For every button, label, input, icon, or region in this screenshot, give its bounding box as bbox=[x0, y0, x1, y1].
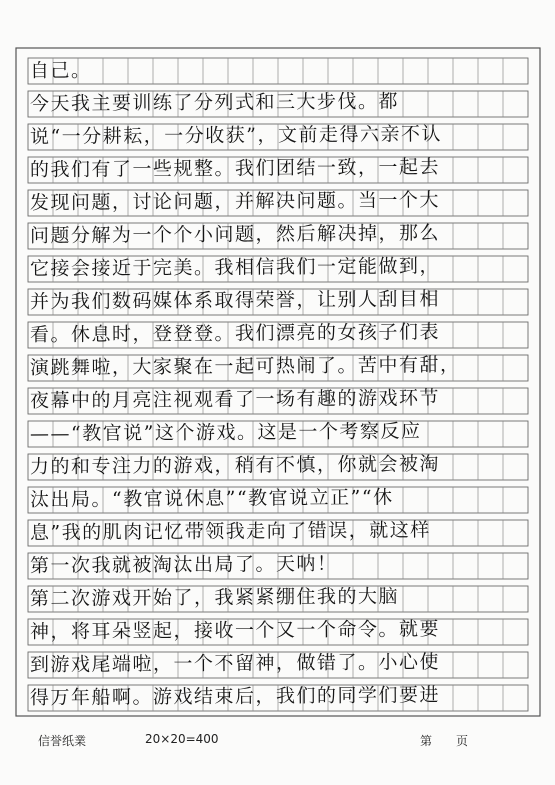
handwritten-line: 夜幕中的月亮注视观看了一场有趣的游戏环节 bbox=[29, 387, 441, 412]
handwritten-line: 演跳舞啦，大家聚在一起可热闹了。苦中有甜， bbox=[29, 353, 461, 379]
handwritten-line: 息”我的肌肉记忆带领我走向了错误，就这样 bbox=[29, 519, 431, 544]
handwritten-line: ——“教官说”这个游戏。这是一个考察反应 bbox=[29, 420, 422, 445]
handwritten-line: 得万年船啊。游戏结束后，我们的同学们要进 bbox=[29, 684, 441, 709]
handwritten-line: 到游戏尾端啦，一个不留神，做错了。小心使 bbox=[29, 651, 441, 676]
handwritten-line: 自己。 bbox=[29, 59, 92, 82]
handwritten-line: 第一次我就被淘汰出局了。天呐！ bbox=[29, 552, 338, 577]
handwritten-line: 第二次游戏开始了，我紧紧绷住我的大脑 bbox=[29, 585, 400, 610]
handwritten-line: 它接会接近于完美。我相信我们一定能做到， bbox=[29, 255, 441, 280]
paper-brand: 信誉纸業 bbox=[38, 734, 87, 748]
handwritten-line: 说“一分耕耘，一分收获”，文前走得六亲不认 bbox=[29, 123, 443, 148]
handwritten-line: 力的和专注力的游戏，稍有不慎，你就会被淘 bbox=[29, 453, 441, 478]
handwritten-line: 发现问题，讨论问题，并解决问题。当一个大 bbox=[29, 189, 441, 214]
handwritten-line: 神，将耳朵竖起，接收一个又一个命令。就要 bbox=[29, 618, 441, 643]
handwritten-line: 看。休息时，登登登。我们漂亮的女孩子们表 bbox=[29, 321, 441, 346]
page-number-label: 第 页 bbox=[420, 734, 469, 748]
handwritten-line: 并为我们数码媒体系取得荣誉，让别人刮目相 bbox=[29, 288, 441, 313]
handwritten-line: 汰出局。“教官说休息”“教官说立正”“休 bbox=[29, 486, 394, 511]
handwritten-line: 问题分解为一个个小问题，然后解决掉，那么 bbox=[29, 222, 441, 247]
handwritten-line: 今天我主要训练了分列式和三大步伐。都 bbox=[29, 90, 400, 115]
grid-spec: 20×20=400 bbox=[145, 732, 219, 746]
handwritten-line: 的我们有了一些规整。我们团结一致，一起去 bbox=[29, 156, 441, 181]
